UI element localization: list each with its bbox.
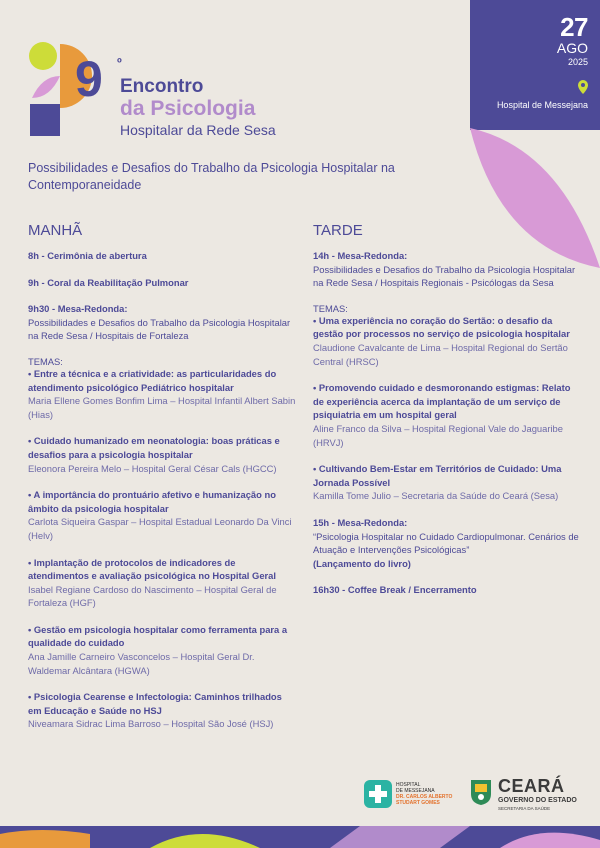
bottom-color-bar — [0, 826, 600, 848]
talk-item — [28, 367, 298, 421]
event-ordinal: º — [117, 55, 122, 70]
state-subtitle: GOVERNO DO ESTADO — [498, 797, 577, 804]
schedule-item — [313, 249, 583, 290]
session-title: 9h30 - Mesa-Redonda: — [28, 303, 128, 315]
session-description: Possibilidades e Desafios do Trabalho da Psicologia Hospitalar na Rede Sesa / Hospitais Regionais - Psicólogas da Sesa — [313, 263, 576, 289]
hospital-line: STUDART GOMES — [396, 800, 440, 806]
closing-item: 16h30 - Coffee Break / Encerramento — [313, 584, 477, 596]
talk-speaker: Kamilla Tome Julio – Secretaria da Saúde do Ceará (Sesa) — [313, 490, 559, 502]
talk-item — [313, 462, 583, 503]
talk-speaker: Ana Jamille Carneiro Vasconcelos – Hospital Geral Dr. Waldemar Alcântara (HGWA) — [28, 651, 255, 676]
talk-title: • A importância do prontuário afetivo e humanização no âmbito da psicologia hospitalar — [28, 489, 276, 514]
talk-speaker: Carlota Siqueira Gaspar – Hospital Estadual Leonardo Da Vinci (Helv) — [28, 516, 292, 541]
afternoon-column — [313, 222, 583, 610]
talk-speaker: Maria Ellene Gomes Bonfim Lima – Hospital Infantil Albert Sabin (Hias) — [28, 395, 296, 420]
schedule-item — [28, 302, 298, 343]
event-number: 9 — [75, 51, 101, 107]
date-month: AGO — [556, 40, 588, 56]
event-title-line3: Hospitalar da Rede Sesa — [120, 122, 276, 138]
schedule-item: 9h - Coral da Reabilitação Pulmonar — [28, 276, 189, 288]
talk-speaker: Niveamara Sidrac Lima Barroso – Hospital São José (HSJ) — [28, 718, 274, 730]
ceara-government-logo — [470, 776, 580, 812]
talk-title: • Uma experiência no coração do Sertão: o desafio da gestão por processos no serviço de psicologia hospitalar — [313, 314, 570, 340]
hospital-logo — [364, 778, 474, 810]
hospital-line: HOSPITAL — [396, 782, 421, 788]
hospital-line: DR. CARLOS ALBERTO — [396, 794, 453, 800]
talk-speaker: Eleonora Pereira Melo – Hospital Geral César Cals (HGCC) — [28, 462, 277, 474]
talk-speaker: Isabel Regiane Cardoso do Nascimento – Hospital Geral de Fortaleza (HGF) — [28, 583, 277, 609]
talk-title: • Gestão em psicologia hospitalar como ferramenta para a qualidade do cuidado — [28, 623, 288, 649]
talk-speaker: Claudione Cavalcante de Lima – Hospital Regional do Sertão Central (HRSC) — [313, 341, 568, 367]
talk-speaker: Aline Franco da Silva – Hospital Regional Vale do Jaguaribe (HRVJ) — [313, 422, 563, 448]
date-block — [470, 0, 600, 130]
session-description: Possibilidades e Desafios do Trabalho da Psicologia Hospitalar na Rede Sesa / Hospitais de Fortaleza — [28, 316, 291, 342]
afternoon-heading: TARDE — [313, 222, 363, 239]
date-year: 2025 — [567, 57, 588, 67]
talk-title: • Entre a técnica e a criatividade: as particularidades do atendimento psicológico Pediátrico hospitalar — [28, 367, 277, 393]
session-note: (Lançamento do livro) — [313, 557, 411, 569]
location-pin-icon — [578, 80, 588, 94]
event-title-line1: Encontro — [120, 76, 204, 97]
talk-title: • Promovendo cuidado e desmoronando estigmas: Relato de experiência acerca da implantação de um serviço de psiquiatria em um hospital geral — [313, 382, 571, 421]
talk-item — [313, 314, 583, 368]
morning-column — [28, 222, 298, 744]
talk-title: • Psicologia Cearense e Infectologia: Caminhos trilhados em Educação e Saúde no HSJ — [28, 691, 282, 716]
themes-label: TEMAS: — [313, 302, 348, 314]
talk-item — [28, 623, 298, 677]
session-title: 15h - Mesa-Redonda: — [313, 516, 408, 528]
talk-title: • Implantação de protocolos de indicadores de atendimentos e avaliação psicológica no Hospital Geral — [28, 556, 276, 582]
themes-label: TEMAS: — [28, 355, 63, 367]
session-description: “Psicologia Hospitalar no Cuidado Cardiopulmonar. Cenários de Atuação e Intervenções Psicológicas” — [313, 530, 579, 556]
talk-item — [28, 556, 298, 610]
hospital-cross-icon — [364, 780, 392, 808]
state-department: SECRETARIA DA SAÚDE — [498, 806, 551, 811]
talk-title: • Cultivando Bem-Estar em Territórios de Cuidado: Uma Jornada Possível — [313, 463, 562, 488]
morning-heading: MANHÃ — [28, 222, 83, 239]
state-name: CEARÁ — [498, 776, 565, 796]
schedule-item: 8h - Cerimônia de abertura — [28, 250, 147, 261]
talk-title: • Cuidado humanizado em neonatologia: boas práticas e desafios para a psicologia hospitalar — [28, 435, 280, 460]
talk-item — [313, 381, 583, 449]
event-subtitle: Possibilidades e Desafios do Trabalho da Psicologia Hospitalar na Contemporaneidade — [28, 161, 395, 192]
hospital-line: DE MESSEJANA — [396, 788, 435, 794]
schedule-item — [313, 516, 583, 570]
talk-item — [28, 488, 298, 542]
hospital-name — [396, 782, 452, 806]
date-day: 27 — [560, 12, 588, 42]
session-title: 14h - Mesa-Redonda: — [313, 250, 408, 261]
talk-item — [28, 434, 298, 475]
event-title-line2: da Psicologia — [120, 97, 256, 120]
event-location: Hospital de Messejana — [496, 100, 588, 110]
talk-item — [28, 690, 298, 731]
state-seal-icon — [470, 778, 492, 806]
